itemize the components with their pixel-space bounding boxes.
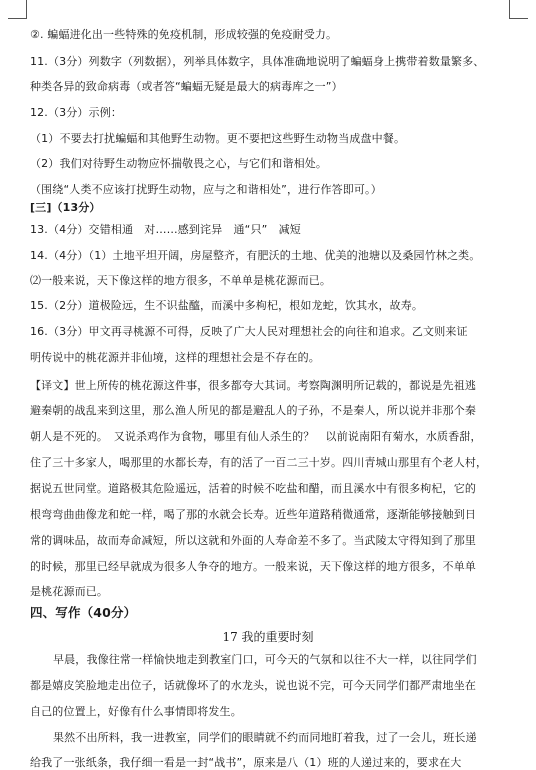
page-corner-mark-right bbox=[509, 0, 528, 19]
essay-line: 早晨，我像往常一样愉快地走到教室门口，可今天的气氛和以往不大一样，以往同学们 bbox=[53, 653, 477, 666]
answer-line: 14.（4分）（1）土地平坦开阔，房屋整齐，有肥沃的土地、优美的池塘以及桑园竹林之类。 bbox=[30, 249, 481, 262]
translation-line: 据说五世同堂。道路极其危险遥远，活着的时候不吃盐和醋，而且溪水中有很多枸杞，它的 bbox=[30, 482, 476, 495]
translation-line: 朝人是不死的。 又说杀鸡作为食物，哪里有仙人杀生的？ 以前说南阳有菊水，水质香甜， bbox=[30, 430, 482, 443]
translation-line: 【译文】世上所传的桃花源这件事，很多都夸大其词。考察陶渊明所记载的，都说是先祖逃 bbox=[30, 379, 476, 392]
translation-line: 住了三十多家人，喝那里的水都长寿，有的活了一百二三十岁。四川青城山那里有个老人村， bbox=[30, 456, 488, 469]
section-heading: [三]（13分） bbox=[30, 201, 101, 214]
essay-line: 果然不出所料，我一进教室，同学们的眼睛就不约而同地盯着我，过了一会儿，班长递 bbox=[53, 731, 477, 744]
answer-line: 种类各异的致命病毒（或者答“蝙蝠无疑是最大的病毒库之一”） bbox=[30, 80, 343, 93]
answer-line: 11.（3分）列数字（列数据），列举具体数字，具体准确地说明了蝙蝠身上携带着数量繁多、 bbox=[30, 55, 485, 68]
section-heading: 四、写作（40分） bbox=[30, 606, 137, 620]
translation-line: 常的调味品，故而寿命减短，所以这就和外面的人寿命差不多了。当武陵太守得知到了那里 bbox=[30, 534, 476, 547]
answer-line: 15.（2分）道极险远，生不识盐醯，而溪中多枸杞，根如龙蛇，饮其水，故寿。 bbox=[30, 299, 424, 312]
answer-line: （围绕“人类不应该打扰野生动物，应与之和谐相处”，进行作答即可。） bbox=[30, 183, 382, 196]
translation-line: 是桃花源而已。 bbox=[30, 585, 109, 598]
translation-line: 的时候，那里已经早就成为很多人争夺的地方。一般来说，天下像这样的地方很多，不单单 bbox=[30, 560, 476, 573]
answer-line: 明传说中的桃花源并非仙境，这样的理想社会是不存在的。 bbox=[30, 351, 320, 364]
answer-line: 12.（3分）示例： bbox=[30, 106, 122, 119]
answer-line: （2）我们对待野生动物应怀揣敬畏之心，与它们和谐相处。 bbox=[30, 157, 328, 170]
essay-line: 都是嬉皮笑脸地走出位子，话就像坏了的水龙头，说也说不完，可今天同学们都严肃地坐在 bbox=[30, 679, 476, 692]
essay-title: 17 我的重要时刻 bbox=[222, 630, 314, 644]
answer-line: 13.（4分）交错相通 对……感到诧异 通“只” 减短 bbox=[30, 223, 301, 236]
essay-line: 自己的位置上，好像有什么事情即将发生。 bbox=[30, 705, 242, 718]
answer-line: ⑵一般来说，天下像这样的地方很多，不单单是桃花源而已。 bbox=[30, 274, 332, 287]
essay-line: 给我了一张纸条，我仔细一看是一封“战书”，原来是八（1）班的人递过来的，要求在大 bbox=[30, 756, 462, 769]
page-corner-mark-left bbox=[8, 0, 27, 19]
translation-line: 避秦朝的战乱来到这里，那么渔人所见的都是避乱人的子孙，不是秦人，所以说并非那个秦 bbox=[30, 404, 476, 417]
translation-line: 根弯弯曲曲像龙和蛇一样，喝了那的水就会长寿。近些年道路稍微通常，逐渐能够接触到日 bbox=[30, 508, 476, 521]
answer-line: ②. 蝙蝠进化出一些特殊的免疫机制，形成较强的免疫耐受力。 bbox=[30, 28, 338, 41]
answer-line: （1）不要去打扰蝙蝠和其他野生动物。更不要把这些野生动物当成盘中餐。 bbox=[30, 132, 406, 145]
answer-line: 16.（3分）甲文再寻桃源不可得，反映了广大人民对理想社会的向往和追求。乙文则来证 bbox=[30, 325, 468, 338]
